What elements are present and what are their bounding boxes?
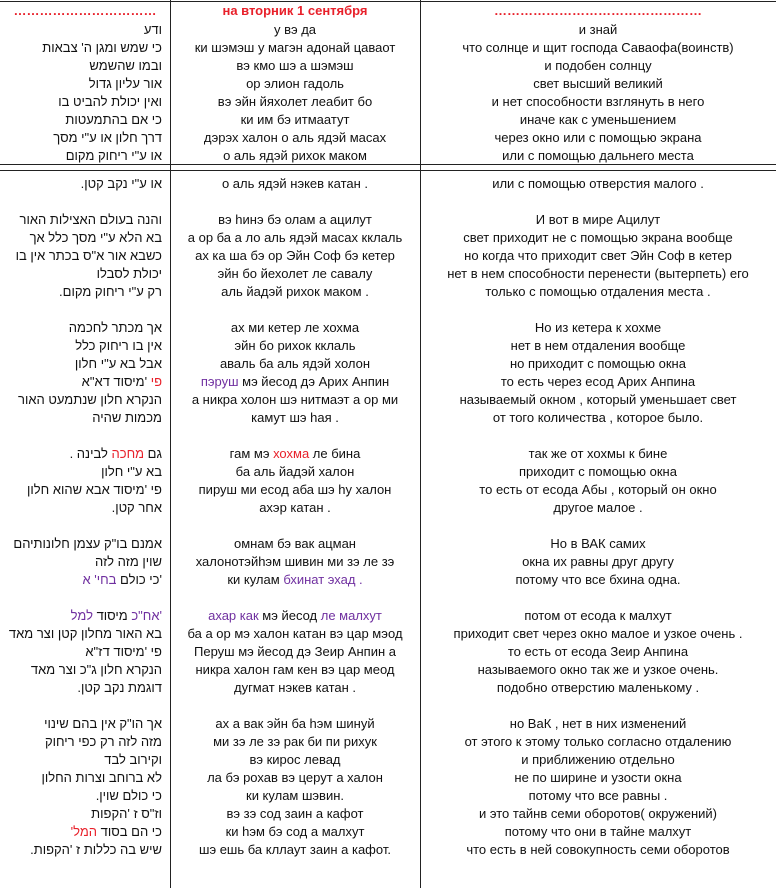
- text-line: [170, 211, 420, 229]
- text-line: [420, 229, 776, 247]
- text-fragment: כי כולם שוין.: [95, 788, 162, 803]
- text-line: [170, 247, 420, 265]
- text-fragment: מזה לזה רק כפי ריחוק: [44, 734, 162, 749]
- text-line: [0, 229, 170, 247]
- text-fragment: לא ברוחב וצרות החלון: [41, 770, 162, 785]
- text-line: [0, 805, 170, 823]
- text-fragment: פי 'מיסוד אבא שהוא חלון: [27, 482, 162, 497]
- text-line: [420, 247, 776, 265]
- text-line: [0, 337, 170, 355]
- text-fragment: называемый окном , который уменьшает свет: [459, 392, 737, 407]
- text-fragment: ах а вак эйн ба hэм шинуй: [215, 716, 375, 731]
- text-fragment: то есть от есода Абы , который он окно: [479, 482, 717, 497]
- text-fragment: вэ зэ сод заин а кафот: [226, 806, 364, 821]
- text-fragment: потому что все равны .: [528, 788, 668, 803]
- text-line: [420, 463, 776, 481]
- text-line: [170, 823, 420, 841]
- text-fragment: но приходит с помощью окна: [510, 356, 686, 371]
- russian-column: [420, 175, 776, 885]
- text-fragment: אך מכתר לחכמה: [68, 320, 162, 335]
- text-fragment: халонотэйhэм шивин ми зэ ле зэ: [195, 554, 395, 569]
- text-line: [0, 751, 170, 769]
- highlighted-word: пэруш: [200, 374, 243, 389]
- text-line: כי שמש ומגן ה' צבאות: [42, 40, 162, 55]
- text-line: [420, 319, 776, 337]
- text-line: [0, 175, 170, 193]
- text-line: [0, 607, 170, 625]
- text-line: [170, 787, 420, 805]
- text-fragment: а ор ба а ло аль ядэй масах кклаль: [187, 230, 403, 245]
- text-fragment: окна их равны друг другу: [522, 554, 674, 569]
- text-line: [0, 661, 170, 679]
- text-fragment: 'כי כולם: [116, 572, 162, 587]
- text-line: [170, 319, 420, 337]
- text-fragment: בא ע"י חלון: [101, 464, 162, 479]
- text-line: [170, 499, 420, 517]
- text-line: [0, 373, 170, 391]
- text-fragment: אך הו"ק אין בהם שינוי: [44, 716, 162, 731]
- highlighted-word: מחכה: [111, 446, 145, 461]
- text-line: [170, 769, 420, 787]
- text-line: [170, 355, 420, 373]
- text-line: [0, 715, 170, 733]
- text-line: [0, 499, 170, 517]
- highlighted-word: 'אח"כ: [131, 608, 162, 623]
- header-date-title: на вторник 1 сентября: [222, 3, 368, 18]
- text-fragment: камут шэ hая .: [251, 410, 339, 425]
- text-fragment: омнам бэ вак ацман: [234, 536, 356, 551]
- text-fragment: יכולת לסבלו: [96, 266, 162, 281]
- text-line: [0, 319, 170, 337]
- highlighted-word: למל: [70, 608, 93, 623]
- text-fragment: ах ми кетер ле хохма: [230, 320, 360, 335]
- text-fragment: мэ йесод дэ Арих Анпин: [242, 374, 390, 389]
- text-line: [170, 175, 420, 193]
- text-line: ואין יכולת להביט בו: [58, 94, 162, 109]
- text-fragment: לבינה .: [69, 446, 112, 461]
- text-fragment: вэ hинэ бэ олам а ацилут: [218, 212, 372, 227]
- text-line: [170, 715, 420, 733]
- text-line: [0, 283, 170, 301]
- text-fragment: אחר קטן.: [111, 500, 162, 515]
- text-line: [170, 373, 420, 391]
- text-fragment: эйн бо рихок кклаль: [234, 338, 356, 353]
- text-fragment: בא הלא ע"י מסך כלל אך: [29, 230, 162, 245]
- text-line: דרך חלון או ע"י מסך: [53, 130, 162, 145]
- text-line: [170, 733, 420, 751]
- text-fragment: называемого окно так же и узкое очень.: [477, 662, 719, 677]
- text-fragment: не по ширине и узости окна: [514, 770, 682, 785]
- text-line: [420, 805, 776, 823]
- text-line: дэрэх халон о аль ядэй масах: [203, 130, 387, 145]
- text-line: у вэ да: [273, 22, 317, 37]
- text-line: [420, 679, 776, 697]
- text-line: [420, 337, 776, 355]
- text-line: ки им бэ итмаатут: [240, 112, 350, 127]
- text-fragment: שיש בה כללות ז 'הקפות.: [30, 842, 162, 857]
- text-line: [0, 409, 170, 427]
- text-line: [170, 265, 420, 283]
- text-fragment: никра халон гам кен вэ цар меод: [195, 662, 395, 677]
- highlighted-word: המל': [70, 824, 98, 839]
- text-fragment: Перуш мэ йесод дэ Зеир Анпин а: [194, 644, 396, 659]
- text-line: что солнце и щит господа Саваофа(воинств): [462, 40, 734, 55]
- text-line: [170, 409, 420, 427]
- text-fragment: вэ кирос левад: [249, 752, 341, 767]
- text-line: [420, 211, 776, 229]
- text-line: вэ кмо шэ а шэмэш: [236, 58, 354, 73]
- row-divider: [0, 170, 776, 171]
- highlighted-word: ахар как: [208, 608, 259, 623]
- text-line: [420, 175, 776, 193]
- text-fragment: בא האור מחלון קטן וצר מאד: [8, 626, 162, 641]
- text-fragment: но ВаК , нет в них изменений: [509, 716, 687, 731]
- text-line: [170, 391, 420, 409]
- text-fragment: шэ ешь ба кллаут заин а кафот.: [199, 842, 391, 857]
- text-line: [420, 643, 776, 661]
- text-fragment: то есть от есода Зеир Анпина: [507, 644, 689, 659]
- text-line: [0, 571, 170, 589]
- text-line: [0, 733, 170, 751]
- highlighted-word: בחי' א: [82, 572, 117, 587]
- text-line: [0, 535, 170, 553]
- text-line: через окно или с помощью экрана: [494, 130, 702, 145]
- text-line: [0, 787, 170, 805]
- text-fragment: дугмат нэкев катан .: [233, 680, 357, 695]
- text-fragment: приходит с помощью окна: [519, 464, 677, 479]
- text-fragment: וקירוב לבד: [104, 752, 162, 767]
- text-line: [420, 265, 776, 283]
- text-fragment: ахэр катан .: [259, 500, 331, 515]
- top-russian-column: [420, 21, 776, 165]
- text-line: [0, 841, 170, 859]
- text-fragment: подобно отверстию маленькому .: [496, 680, 700, 695]
- text-fragment: о аль ядэй нэкев катан .: [221, 176, 369, 191]
- text-line: [170, 607, 420, 625]
- text-line: [420, 661, 776, 679]
- text-line: [170, 805, 420, 823]
- text-line: о аль ядэй рихок маком: [223, 148, 367, 163]
- text-line: [420, 373, 776, 391]
- text-line: [0, 445, 170, 463]
- text-fragment: другое малое .: [553, 500, 643, 515]
- text-fragment: свет приходит не с помощью экрана вообще: [463, 230, 733, 245]
- text-line: [420, 769, 776, 787]
- text-line: [420, 715, 776, 733]
- text-fragment: וז"ס ז 'הקפות: [91, 806, 162, 821]
- text-line: [170, 337, 420, 355]
- text-fragment: и приближению отдельно: [521, 752, 675, 767]
- text-line: [420, 553, 776, 571]
- text-fragment: ми зэ ле зэ рак би пи рихук: [213, 734, 377, 749]
- text-line: [170, 625, 420, 643]
- text-fragment: ла бэ рохав вэ церут а халон: [207, 770, 383, 785]
- text-fragment: כי הם בסוד: [97, 824, 162, 839]
- text-fragment: הנקרא חלון שנתמעט האור: [18, 392, 162, 407]
- header-russian-cell: [420, 2, 776, 22]
- text-line: ודע: [143, 22, 162, 37]
- text-line: [170, 553, 420, 571]
- text-fragment: от того количества , которое было.: [492, 410, 704, 425]
- text-fragment: ба аль йадэй халон: [235, 464, 355, 479]
- text-fragment: потому что они в тайне малхут: [504, 824, 692, 839]
- highlighted-word: бхинат эхад .: [283, 572, 363, 587]
- text-line: אור עליון גדול: [88, 76, 162, 91]
- text-line: [420, 283, 776, 301]
- text-line: [170, 283, 420, 301]
- text-fragment: או ע"י נקב קטן.: [80, 176, 162, 191]
- text-fragment: ле бина: [309, 446, 361, 461]
- text-line: [420, 751, 776, 769]
- text-line: [420, 823, 776, 841]
- text-fragment: מכמות שהיה: [92, 410, 162, 425]
- text-line: או ע"י ריחוק מקום: [65, 148, 162, 163]
- text-line: [420, 499, 776, 517]
- text-fragment: הנקרא חלון ג"כ וצר מאד: [30, 662, 162, 677]
- text-fragment: מיסוד: [92, 608, 132, 623]
- text-fragment: от этого к этому только согласно отдалению: [464, 734, 732, 749]
- text-fragment: и это тайнв семи оборотов( окружений): [479, 806, 717, 821]
- text-line: [170, 751, 420, 769]
- text-line: и подобен солнцу: [544, 58, 652, 73]
- text-line: иначе как с уменьшением: [519, 112, 677, 127]
- text-fragment: אבל בא ע"י חלון: [74, 356, 162, 371]
- text-fragment: Но в ВАК самих: [550, 536, 646, 551]
- text-line: [0, 679, 170, 697]
- text-fragment: так же от хохмы к бине: [528, 446, 668, 461]
- text-line: [420, 787, 776, 805]
- text-fragment: только с помощью отдаления места .: [485, 284, 711, 299]
- text-line: [0, 247, 170, 265]
- text-line: [0, 625, 170, 643]
- text-line: вэ эйн йяхолет леабит бо: [217, 94, 373, 109]
- text-line: и нет способности взглянуть в него: [491, 94, 705, 109]
- text-line: כי אם בהתמעטות: [65, 112, 162, 127]
- text-line: [170, 661, 420, 679]
- text-fragment: והנה בעולם האצילות האור: [19, 212, 162, 227]
- text-fragment: דוגמת נקב קטן.: [77, 680, 162, 695]
- text-fragment: שוין מזה לזה: [94, 554, 162, 569]
- hebrew-column: [0, 175, 170, 885]
- text-line: [420, 571, 776, 589]
- text-fragment: ки hэм бэ сод а малхут: [225, 824, 365, 839]
- text-line: [420, 409, 776, 427]
- text-line: [420, 625, 776, 643]
- text-fragment: אמנם בו"ק עצמן חלונותיהם: [13, 536, 162, 551]
- header-dots-left: ……………………………: [13, 3, 157, 18]
- text-line: [420, 445, 776, 463]
- text-line: [170, 535, 420, 553]
- text-line: или с помощью дальнего места: [502, 148, 694, 163]
- text-fragment: аваль ба аль ядэй холон: [219, 356, 371, 371]
- text-fragment: ки кулам: [227, 572, 284, 587]
- text-line: и знай: [578, 22, 618, 37]
- text-line: [0, 823, 170, 841]
- text-line: свет высший великий: [533, 76, 663, 91]
- text-fragment: эйн бо йехолет ле савалу: [217, 266, 373, 281]
- text-fragment: гам мэ: [229, 446, 274, 461]
- top-hebrew-column: [0, 21, 170, 165]
- highlighted-word: פי: [147, 374, 162, 389]
- text-fragment: нет в нем способности перенести (вытерпеть) его: [447, 266, 749, 281]
- text-fragment: רק ע"י ריחוק מקום.: [59, 284, 162, 299]
- text-fragment: приходит свет через окно малое и узкое очень .: [453, 626, 743, 641]
- text-line: ор элион гадоль: [246, 76, 344, 91]
- header-dots-right: …………………………………………: [494, 3, 702, 18]
- text-line: [0, 463, 170, 481]
- text-fragment: а никра холон шэ нитмаэт а ор ми: [191, 392, 399, 407]
- text-fragment: И вот в мире Ацилут: [535, 212, 661, 227]
- text-line: [0, 643, 170, 661]
- text-fragment: ах ка ша бэ ор Эйн Соф бэ кетер: [195, 248, 395, 263]
- text-line: [420, 481, 776, 499]
- text-line: [0, 391, 170, 409]
- text-fragment: אין בו ריחוק כלל: [75, 338, 162, 353]
- text-line: [420, 535, 776, 553]
- text-fragment: аль йадэй рихок маком .: [221, 284, 369, 299]
- text-line: [170, 229, 420, 247]
- text-fragment: 'מיסוד דא"א: [81, 374, 148, 389]
- text-fragment: ки кулам шэвин.: [246, 788, 344, 803]
- text-line: [420, 733, 776, 751]
- text-line: [0, 553, 170, 571]
- text-line: [0, 769, 170, 787]
- highlighted-word: ле малхут: [320, 608, 382, 623]
- text-line: [170, 643, 420, 661]
- text-fragment: то есть через есод Арих Анпина: [500, 374, 696, 389]
- text-fragment: כשבא אור א"ס בכתר אין בו: [15, 248, 162, 263]
- top-translit-column: [170, 21, 420, 165]
- transliteration-column: [170, 175, 420, 885]
- text-fragment: ба а ор мэ халон катан вэ цар мэод: [187, 626, 403, 641]
- text-fragment: גם: [144, 446, 162, 461]
- header-translit-cell: [170, 2, 420, 22]
- text-line: [0, 265, 170, 283]
- text-fragment: мэ йесод: [258, 608, 321, 623]
- text-line: [0, 481, 170, 499]
- text-fragment: что есть в ней совокупность семи оборотов: [466, 842, 730, 857]
- text-fragment: пируш ми есод аба шэ hу халон: [198, 482, 392, 497]
- text-line: [170, 841, 420, 859]
- text-fragment: потом от есода к малхут: [524, 608, 672, 623]
- text-line: [170, 481, 420, 499]
- text-line: [0, 211, 170, 229]
- text-line: [170, 571, 420, 589]
- text-line: [0, 355, 170, 373]
- text-fragment: פי 'מיסוד דז"א: [85, 644, 162, 659]
- text-line: ки шэмэш у магэн адонай цаваот: [194, 40, 396, 55]
- text-line: [420, 841, 776, 859]
- header-hebrew-cell: [0, 2, 170, 22]
- text-fragment: или с помощью отверстия малого .: [492, 176, 704, 191]
- text-line: [420, 607, 776, 625]
- text-line: [170, 463, 420, 481]
- text-line: [170, 445, 420, 463]
- text-fragment: нет в нем отдаления вообще: [510, 338, 686, 353]
- text-fragment: но когда что приходит свет Эйн Соф в кетер: [464, 248, 732, 263]
- text-line: [420, 391, 776, 409]
- text-fragment: Но из кетера к хохме: [534, 320, 662, 335]
- highlighted-word: хохма: [273, 446, 310, 461]
- text-line: ובמו שהשמש: [89, 58, 162, 73]
- text-line: [420, 355, 776, 373]
- text-line: [170, 679, 420, 697]
- text-fragment: потому что все бхина одна.: [515, 572, 681, 587]
